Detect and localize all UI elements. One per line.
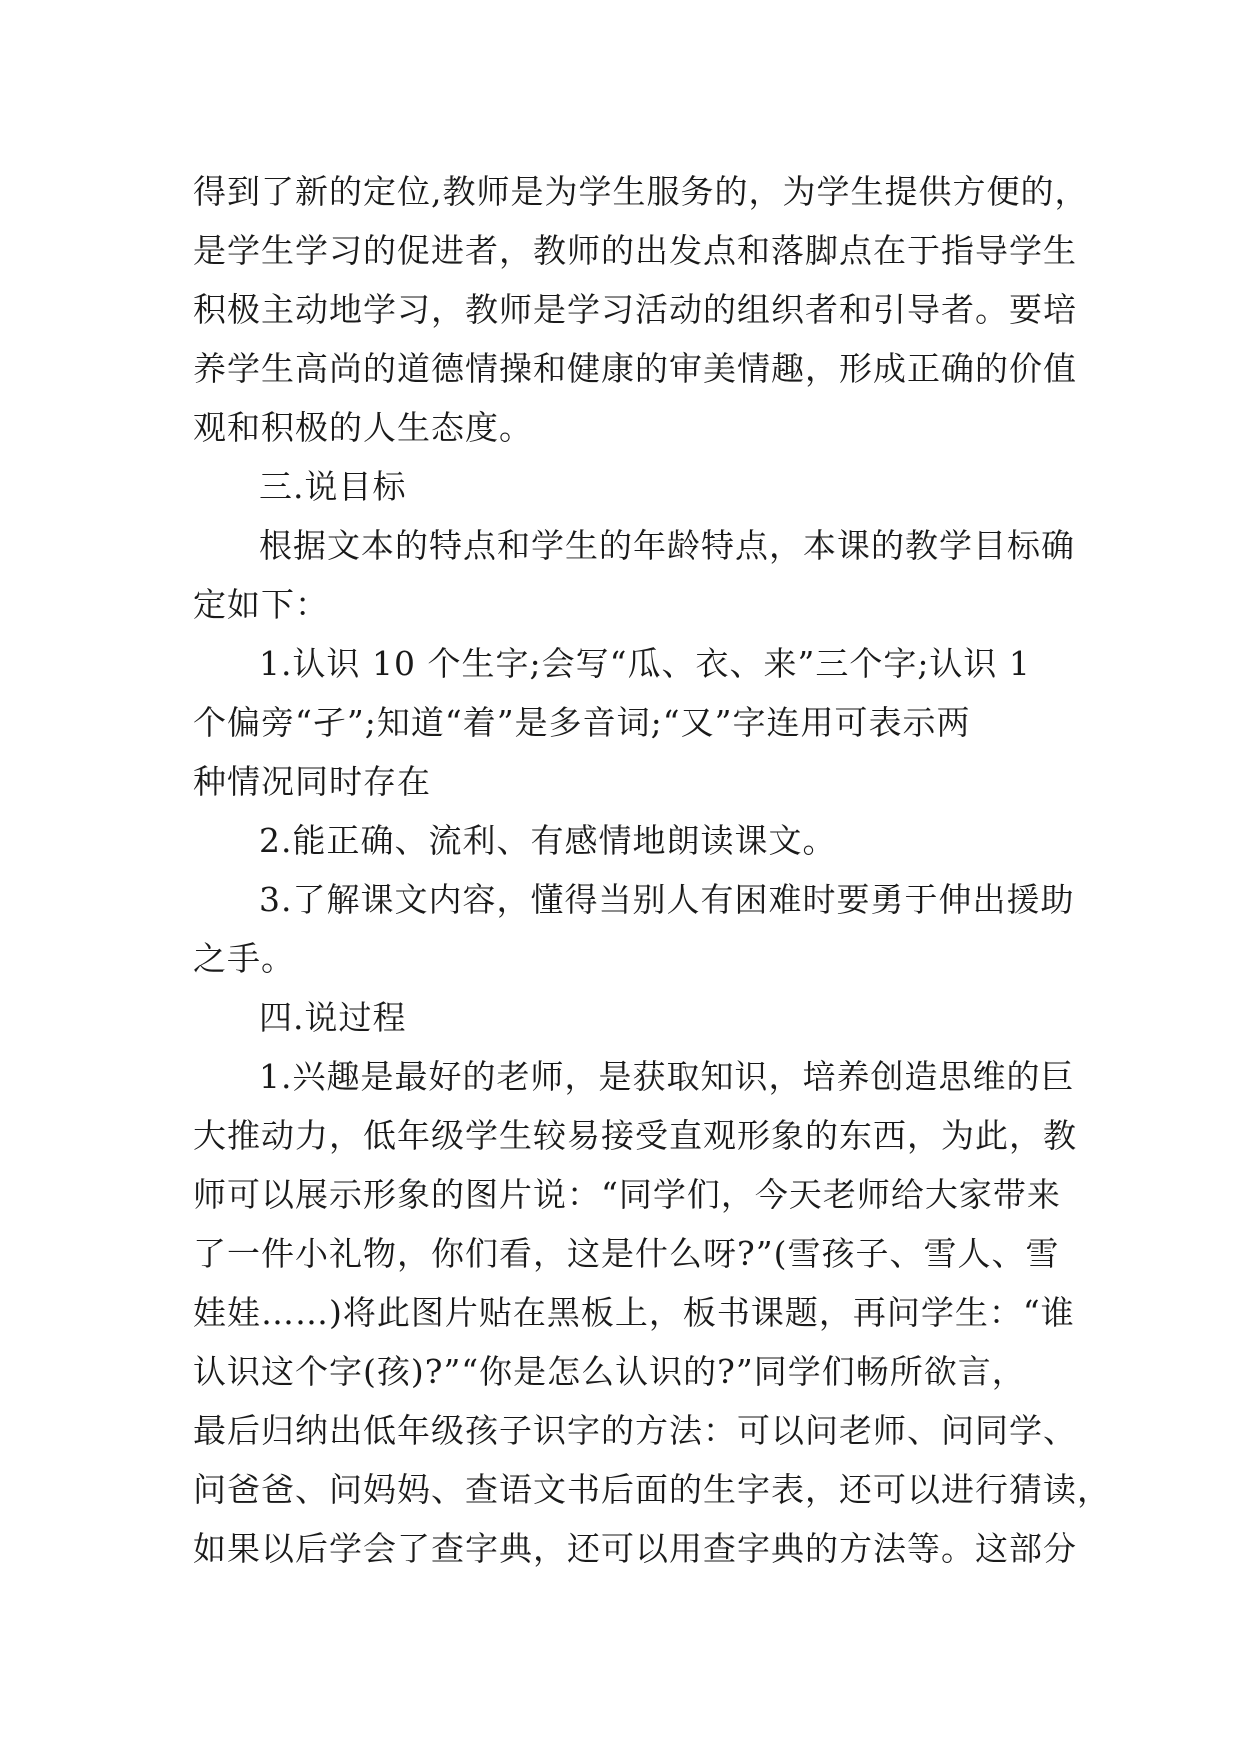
text-line: 得到了新的定位,教师是为学生服务的，为学生提供方便的，	[193, 172, 1089, 211]
list-item-line: 3.了解课文内容，懂得当别人有困难时要勇于伸出援助	[259, 880, 1075, 919]
list-item-line: 1.认识 10 个生字;会写“瓜、衣、来”三个字;认识 1	[259, 644, 1031, 683]
text-line: 问爸爸、问妈妈、查语文书后面的生字表，还可以进行猜读，	[193, 1470, 1111, 1509]
list-item-line: 1.兴趣是最好的老师，是获取知识，培养创造思维的巨	[259, 1057, 1075, 1096]
text-line: 种情况同时存在	[193, 762, 431, 801]
text-line: 师可以展示形象的图片说：“同学们，今天老师给大家带来	[193, 1175, 1061, 1214]
text-line: 认识这个字(孩)?”“你是怎么认识的?”同学们畅所欲言，	[193, 1352, 1026, 1391]
text-line: 个偏旁“孑”;知道“着”是多音词;“又”字连用可表示两	[193, 703, 971, 742]
text-line: 观和积极的人生态度。	[193, 408, 533, 447]
section-heading-goals: 三.说目标	[259, 467, 407, 506]
text-line: 之手。	[193, 939, 295, 978]
text-line: 如果以后学会了查字典，还可以用查字典的方法等。这部分	[193, 1529, 1077, 1568]
text-line: 积极主动地学习，教师是学习活动的组织者和引导者。要培	[193, 290, 1077, 329]
text-line: 了一件小礼物，你们看，这是什么呀?”(雪孩子、雪人、雪	[193, 1234, 1060, 1273]
document-body	[193, 162, 1111, 1578]
text-line: 娃娃……)将此图片贴在黑板上，板书课题，再问学生：“谁	[193, 1293, 1075, 1332]
text-line: 大推动力，低年级学生较易接受直观形象的东西，为此，教	[193, 1116, 1077, 1155]
section-heading-process: 四.说过程	[259, 998, 407, 1037]
text-line: 是学生学习的促进者，教师的出发点和落脚点在于指导学生	[193, 231, 1077, 270]
text-line: 根据文本的特点和学生的年龄特点，本课的教学目标确	[259, 526, 1075, 565]
list-item-line: 2.能正确、流利、有感情地朗读课文。	[259, 821, 837, 860]
text-line: 养学生高尚的道德情操和健康的审美情趣，形成正确的价值	[193, 349, 1077, 388]
text-line: 最后归纳出低年级孩子识字的方法：可以问老师、问同学、	[193, 1411, 1077, 1450]
text-line: 定如下：	[193, 585, 329, 624]
